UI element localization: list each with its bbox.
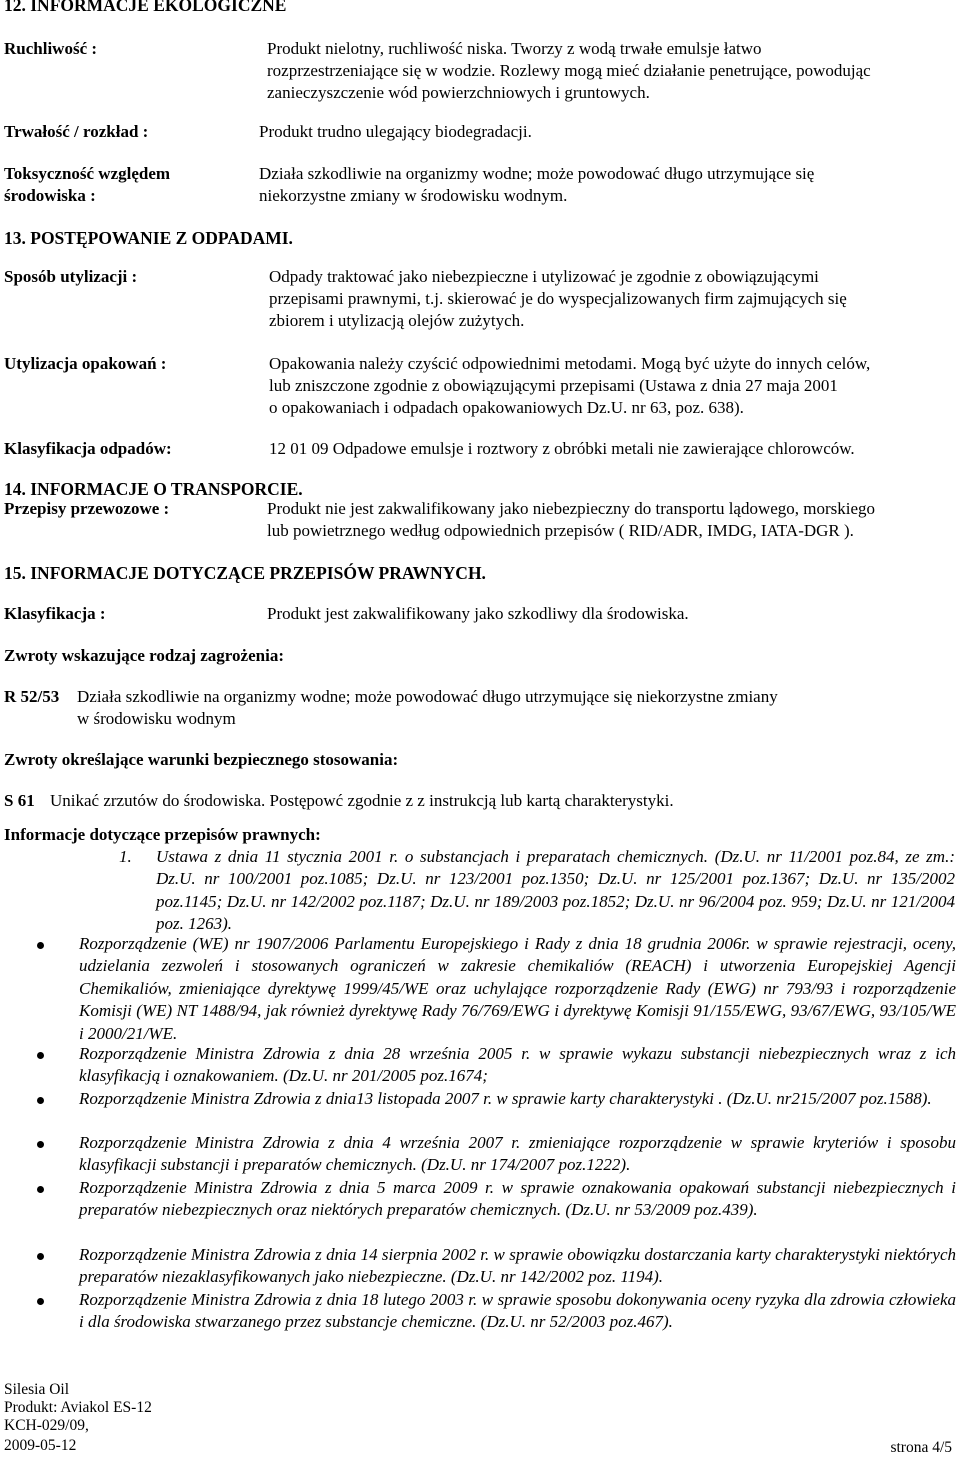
- klasyfikacja-odpadow-text: 12 01 09 Odpadowe emulsje i roztwory z obróbki metali nie zawierające chlorowców.: [269, 439, 855, 458]
- regulation-item: Rozporządzenie (WE) nr 1907/2006 Parlamentu Europejskiego i Rady z dnia 18 grudnia 2006r. w sprawie rejestracji, oceny, udzielania zezwoleń i stosowanych ograniczeń w zakresie chemikaliów (REACH) i utworzenia Europejskiej Agencji Chemikaliów, zmieniające dyrektywę 1999/45/WE oraz uchylające rozporządzenie Rady (EWG) nr 793/93 i rozporządzenie Komisji (WE) NT 1488/94, jak również dyrektywę Rady 76/769/EWG i dyrektywę Komisji 91/155/EWG, 93/67/EWG, 93/105/WE i 2000/21/WE.: [79, 934, 956, 1043]
- section-14-heading: 14. INFORMACJE O TRANSPORCIE.: [4, 479, 303, 499]
- bullet-dot: [37, 1141, 44, 1148]
- label-ruchliwosc: Ruchliwość :: [4, 39, 98, 58]
- bullet-dot: [37, 1298, 44, 1305]
- bullet-dot: [37, 1097, 44, 1104]
- label-przepisy-przewozowe: Przepisy przewozowe :: [4, 499, 170, 518]
- regulation-item: Rozporządzenie Ministra Zdrowia z dnia 18 lutego 2003 r. w sprawie sposobu dokonywania oceny ryzyka dla zdrowia człowieka i dla środowiska stwarzanego przez substancje chemiczne. (Dz.U. nr 52/2003 poz.467).: [79, 1290, 956, 1332]
- bullet-dot: [37, 942, 44, 949]
- regulation-item: Rozporządzenie Ministra Zdrowia z dnia 14 sierpnia 2002 r. w sprawie obowiązku dostarczania karty charakterystyki niektórych preparatów niezaklasyfikowanych jako niebezpieczne. (Dz.U. nr 142/2002 poz. 1194).: [79, 1245, 956, 1287]
- label-toksycznosc-1: Toksyczność względem: [4, 164, 171, 183]
- footer-date: 2009-05-12: [4, 1437, 77, 1454]
- klasyfikacja-text: Produkt jest zakwalifikowany jako szkodliwy dla środowiska.: [267, 604, 689, 623]
- r-text-line-2: w środowisku wodnym: [77, 709, 236, 728]
- footer-product: Produkt: Aviakol ES-12: [4, 1399, 152, 1416]
- s-code: S 61: [4, 791, 35, 810]
- opakowania-line-3: o opakowaniach i odpadach opakowaniowych Dz.U. nr 63, poz. 638).: [269, 398, 744, 417]
- trwalosc-text: Produkt trudno ulegający biodegradacji.: [259, 122, 532, 141]
- info-heading: Informacje dotyczące przepisów prawnych:: [4, 825, 321, 844]
- ruchliwosc-line-3: zanieczyszczenie wód powierzchniowych i gruntowych.: [267, 83, 650, 102]
- r-text-line-1: Działa szkodliwie na organizmy wodne; może powodować długo utrzymujące się niekorzystne zmiany: [77, 687, 778, 706]
- numbered-item-1: Ustawa z dnia 11 stycznia 2001 r. o substancjach i preparatach chemicznych. (Dz.U. nr 11/2001 poz.84, ze zm.: Dz.U. nr 100/2001 poz.1085; Dz.U. nr 123/2001 poz.1350; Dz.U. nr 125/2001 poz.1367; Dz.U. nr 135/2002 poz.1145; Dz.U. nr 142/2002 poz.1187; Dz.U. nr 189/2003 poz.1852; Dz.U. nr 96/2004 poz. 959; Dz.U. nr 121/2004 poz. 1263).: [156, 847, 955, 934]
- label-utylizacja-opakowan: Utylizacja opakowań :: [4, 354, 167, 373]
- label-toksycznosc-2: środowiska :: [4, 186, 96, 205]
- s-text: Unikać zrzutów do środowiska. Postępowć zgodnie z z instrukcją lub kartą charakterystyki.: [50, 791, 674, 810]
- toksycznosc-line-1: Działa szkodliwie na organizmy wodne; może powodować długo utrzymujące się: [259, 164, 815, 183]
- sposob-line-3: zbiorem i utylizacją olejów zużytych.: [269, 311, 525, 330]
- s-phrases-heading: Zwroty określające warunki bezpiecznego stosowania:: [4, 750, 399, 769]
- bullet-dot: [37, 1052, 44, 1059]
- sposob-line-1: Odpady traktować jako niebezpieczne i utylizować je zgodnie z obowiązującymi: [269, 267, 819, 286]
- regulation-item: Rozporządzenie Ministra Zdrowia z dnia 5 marca 2009 r. w sprawie oznakowania opakowań substancji niebezpiecznych i preparatów niebezpiecznych oraz niektórych preparatów chemicznych. (Dz.U. nr 53/2009 poz.439).: [79, 1178, 956, 1220]
- bullet-dot: [37, 1253, 44, 1260]
- toksycznosc-line-2: niekorzystne zmiany w środowisku wodnym.: [259, 186, 568, 205]
- bullet-dot: [37, 1186, 44, 1193]
- section-12-heading: 12. INFORMACJE EKOLOGICZNE: [4, 0, 287, 15]
- regulation-item: Rozporządzenie Ministra Zdrowia z dnia 28 września 2005 r. w sprawie wykazu substancji niebezpiecznych wraz z ich klasyfikacją i oznakowaniem. (Dz.U. nr 201/2005 poz.1674;: [79, 1044, 956, 1086]
- label-klasyfikacja: Klasyfikacja :: [4, 604, 106, 623]
- r-code: R 52/53: [4, 687, 60, 706]
- regulation-item: Rozporządzenie Ministra Zdrowia z dnia13 listopada 2007 r. w sprawie karty charakterystyki . (Dz.U. nr215/2007 poz.1588).: [79, 1089, 932, 1108]
- footer-company: Silesia Oil: [4, 1381, 70, 1398]
- section-13-heading: 13. POSTĘPOWANIE Z ODPADAMI.: [4, 228, 293, 248]
- label-sposob-utylizacji: Sposób utylizacji :: [4, 267, 138, 286]
- transport-line-2: lub powietrznego według odpowiednich przepisów ( RID/ADR, IMDG, IATA-DGR ).: [267, 521, 854, 540]
- opakowania-line-1: Opakowania należy czyścić odpowiednimi metodami. Mogą być użyte do innych celów,: [269, 354, 871, 373]
- page-number: strona 4/5: [890, 1439, 952, 1456]
- r-phrases-heading: Zwroty wskazujące rodzaj zagrożenia:: [4, 646, 284, 665]
- regulation-item: Rozporządzenie Ministra Zdrowia z dnia 4 września 2007 r. zmieniające rozporządzenie w sprawie kryteriów i sposobu klasyfikacji substancji i preparatów chemicznych. (Dz.U. nr 174/2007 poz.1222).: [79, 1133, 956, 1175]
- label-klasyfikacja-odpadow: Klasyfikacja odpadów:: [4, 439, 172, 458]
- list-number-1: 1.: [119, 847, 132, 866]
- label-trwalosc: Trwałość / rozkład :: [4, 122, 149, 141]
- opakowania-line-2: lub zniszczone zgodnie z obowiązującymi przepisami (Ustawa z dnia 27 maja 2001: [269, 376, 838, 395]
- section-15-heading: 15. INFORMACJE DOTYCZĄCE PRZEPISÓW PRAWNYCH.: [4, 563, 486, 583]
- footer-code: KCH-029/09,: [4, 1417, 89, 1434]
- transport-line-1: Produkt nie jest zakwalifikowany jako niebezpieczny do transportu lądowego, morskiego: [267, 499, 876, 518]
- ruchliwosc-line-1: Produkt nielotny, ruchliwość niska. Tworzy z wodą trwałe emulsje łatwo: [267, 39, 762, 58]
- sposob-line-2: przepisami prawnymi, t.j. skierować je do wyspecjalizowanych firm zajmujących się: [269, 289, 847, 308]
- ruchliwosc-line-2: rozprzestrzeniające się w wodzie. Rozlewy mogą mieć działanie penetrujące, powodując: [267, 61, 871, 80]
